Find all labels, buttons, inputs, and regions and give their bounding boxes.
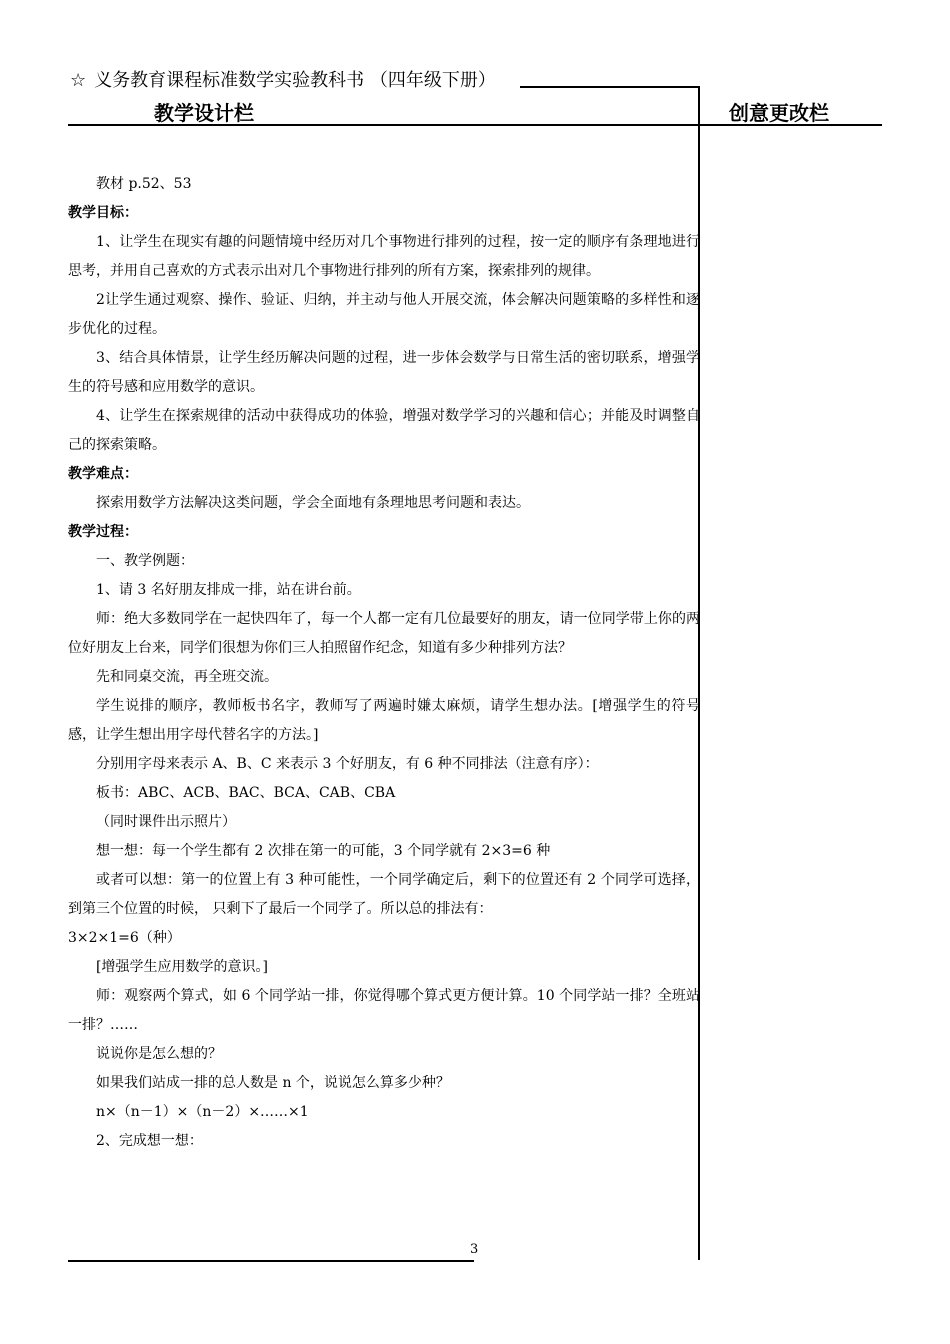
process-paragraph: 2、完成想一想：: [96, 1133, 203, 1149]
star-icon: ☆: [70, 70, 87, 91]
page-number: 3: [470, 1242, 479, 1257]
lesson-content: [68, 170, 700, 1156]
process-paragraph: [增强学生应用数学的意识。]: [96, 959, 268, 975]
process-heading: 教学过程：: [68, 524, 138, 540]
book-title-text: 义务教育课程标准数学实验教科书 （四年级下册）: [94, 70, 496, 91]
footer-rule: [68, 1260, 474, 1262]
material-reference: 教材 p.52、53: [96, 176, 192, 192]
goals-heading: 教学目标：: [68, 205, 138, 221]
goal-3: 3、结合具体情景，让学生经历解决问题的过程，进一步体会数学与日常生活的密切联系，增强学生的符号感和应用数学的意识。: [68, 350, 700, 395]
process-paragraph: 3×2×1=6（种）: [68, 930, 181, 946]
process-paragraph: 板书：ABC、ACB、BAC、BCA、CAB、CBA: [96, 785, 396, 801]
process-paragraph: 说说你是怎么想的？: [96, 1046, 222, 1062]
goal-1: 1、让学生在现实有趣的问题情境中经历对几个事物进行排列的过程，按一定的顺序有条理地进行思考，并用自己喜欢的方式表示出对几个事物进行排列的所有方案，探索排列的规律。: [68, 234, 700, 279]
process-paragraph: 1、请 3 名好朋友排成一排，站在讲台前。: [96, 582, 361, 598]
book-title: [70, 66, 496, 92]
process-paragraph: n×（n－1）×（n－2）×……×1: [96, 1104, 309, 1120]
process-paragraph: 想一想：每一个学生都有 2 次排在第一的可能，3 个同学就有 2×3=6 种: [96, 843, 551, 859]
process-paragraph: （同时课件出示照片）: [96, 814, 236, 830]
process-paragraph: 师：绝大多数同学在一起快四年了，每一个人都一定有几位最要好的朋友，请一位同学带上你的两位好朋友上台来，同学们很想为你们三人拍照留作纪念，知道有多少种排列方法？: [68, 611, 700, 656]
difficulty-heading: 教学难点：: [68, 466, 138, 482]
process-paragraph: 如果我们站成一排的总人数是 n 个，说说怎么算多少种？: [96, 1075, 450, 1091]
goal-4: 4、让学生在探索规律的活动中获得成功的体验，增强对数学学习的兴趣和信心；并能及时调整自己的探索策略。: [68, 408, 700, 453]
process-paragraph: 一、教学例题：: [96, 553, 194, 569]
difficulty-text: 探索用数学方法解决这类问题，学会全面地有条理地思考问题和表达。: [96, 495, 530, 511]
process-paragraph: 或者可以想：第一的位置上有 3 种可能性，一个同学确定后，剩下的位置还有 2 个同学可选择， 到第三个位置的时候， 只剩下了最后一个同学了。所以总的排法有：: [68, 872, 700, 917]
process-paragraph: 学生说排的顺序，教师板书名字，教师写了两遍时嫌太麻烦，请学生想办法。[增强学生的符号感，让学生想出用字母代替名字的方法。]: [68, 698, 700, 743]
creative-revision-column-title: 创意更改栏: [729, 101, 829, 125]
goal-2: 2让学生通过观察、操作、验证、归纳，并主动与他人开展交流，体会解决问题策略的多样性和逐步优化的过程。: [68, 292, 700, 337]
process-paragraph: 分别用字母来表示 A、B、C 来表示 3 个好朋友，有 6 种不同排法（注意有序）：: [96, 756, 599, 772]
header-underline: [68, 124, 882, 126]
process-paragraph: 师：观察两个算式，如 6 个同学站一排，你觉得哪个算式更方便计算。10 个同学站一排？全班站一排？……: [68, 988, 700, 1033]
teaching-design-column-title: 教学设计栏: [154, 101, 254, 125]
header-top-rule: [520, 86, 700, 88]
process-paragraph: 先和同桌交流，再全班交流。: [96, 669, 278, 685]
